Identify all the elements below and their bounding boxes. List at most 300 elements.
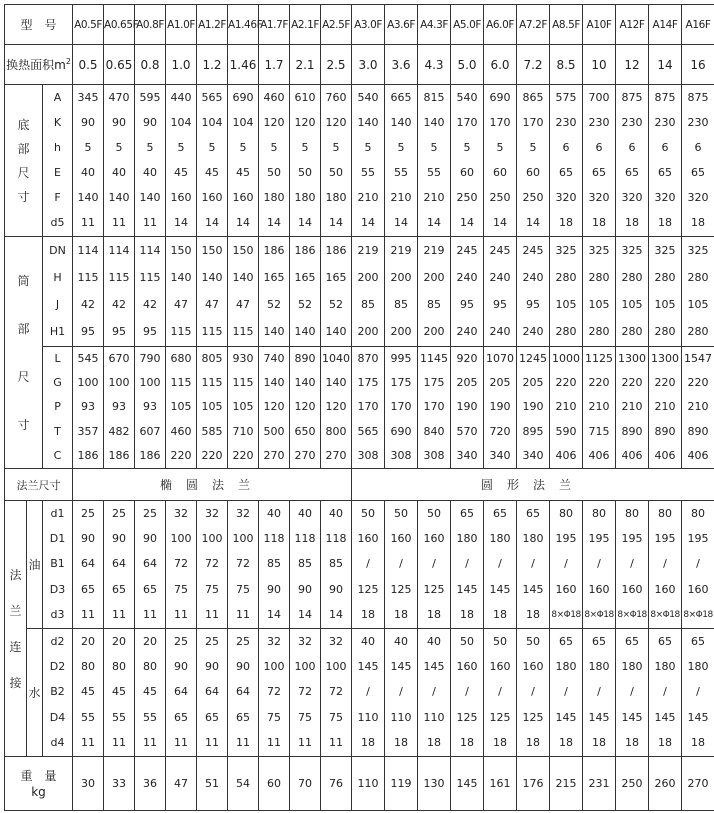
param-label: F — [54, 191, 61, 205]
value-cell: 840 — [423, 424, 445, 438]
value-column — [550, 237, 583, 347]
value-column — [352, 85, 385, 237]
model-cell: A0.65F — [104, 5, 135, 45]
value-cell: 14 — [394, 216, 409, 230]
value-cell: 14 — [298, 608, 313, 622]
value-cell: 890 — [621, 424, 643, 438]
area-cell: 1.0 — [166, 45, 197, 85]
value-cell: 195 — [654, 532, 676, 546]
value-cell: 32 — [298, 634, 313, 648]
value-cell: 125 — [522, 710, 544, 724]
value-cell: / — [597, 685, 601, 699]
value-column — [73, 85, 104, 237]
value-cell: 65 — [174, 710, 189, 724]
value-cell: 125 — [456, 710, 478, 724]
value-cell: 160 — [201, 191, 223, 205]
value-cell: 186 — [77, 448, 99, 462]
value-cell: 590 — [555, 424, 577, 438]
value-cell: 1245 — [519, 352, 548, 366]
value-cell: 105 — [555, 298, 577, 312]
value-cell: 115 — [201, 325, 223, 339]
value-cell: 165 — [325, 270, 347, 284]
value-column — [484, 237, 517, 347]
value-cell: 80 — [592, 506, 607, 520]
value-cell: 210 — [621, 400, 643, 414]
value-cell: 700 — [588, 90, 610, 104]
value-cell: 240 — [456, 325, 478, 339]
value-cell: 14 — [298, 216, 313, 230]
model-cell: A3.0F — [352, 5, 385, 45]
param-label: B1 — [50, 557, 65, 571]
value-cell: 160 — [621, 582, 643, 596]
model-cell: A0.8F — [135, 5, 166, 45]
model-cell: A16F — [682, 5, 714, 45]
value-cell: / — [366, 557, 370, 571]
value-column — [228, 347, 259, 469]
value-cell: 95 — [526, 298, 541, 312]
value-column — [616, 85, 649, 237]
value-cell: 160 — [456, 660, 478, 674]
value-column — [517, 629, 550, 757]
area-cell: 3.6 — [385, 45, 418, 85]
value-cell: 8×Φ18 — [551, 610, 581, 621]
value-cell: 1145 — [420, 352, 449, 366]
value-cell: 18 — [427, 736, 442, 750]
value-cell: 406 — [654, 448, 676, 462]
value-column — [682, 629, 714, 757]
value-cell: 160 — [170, 191, 192, 205]
value-cell: 11 — [236, 608, 251, 622]
value-cell: 5 — [397, 140, 405, 154]
value-cell: 14 — [267, 216, 282, 230]
value-cell: 115 — [201, 376, 223, 390]
value-cell: 325 — [555, 243, 577, 257]
param-label-column — [43, 629, 73, 757]
value-cell: 125 — [390, 582, 412, 596]
value-cell: 270 — [294, 448, 316, 462]
elliptic-flange-header: 椭圆法兰 — [73, 469, 352, 501]
value-cell: 220 — [654, 376, 676, 390]
value-column — [228, 85, 259, 237]
value-column — [682, 347, 714, 469]
value-cell: 280 — [621, 270, 643, 284]
value-cell: 5 — [332, 140, 340, 154]
value-cell: 125 — [489, 710, 511, 724]
value-cell: 190 — [456, 400, 478, 414]
value-cell: 105 — [621, 298, 643, 312]
value-column — [649, 629, 682, 757]
param-label-column — [43, 501, 73, 629]
value-cell: 32 — [267, 634, 282, 648]
value-cell: 5 — [270, 140, 278, 154]
param-label: d2 — [50, 634, 65, 648]
value-cell: 5 — [146, 140, 154, 154]
value-cell: 205 — [522, 376, 544, 390]
area-cell: 2.1 — [290, 45, 321, 85]
param-label: L — [54, 352, 61, 366]
value-cell: 100 — [232, 532, 254, 546]
value-cell: 145 — [456, 582, 478, 596]
value-cell: 114 — [139, 243, 161, 257]
value-cell: / — [663, 557, 667, 571]
value-column — [517, 237, 550, 347]
value-cell: / — [465, 557, 469, 571]
value-column — [418, 347, 451, 469]
value-cell: 65 — [460, 506, 475, 520]
value-column — [451, 347, 484, 469]
value-cell: 25 — [81, 506, 96, 520]
value-cell: 890 — [294, 352, 316, 366]
param-label: C — [53, 448, 62, 462]
value-cell: 64 — [143, 557, 158, 571]
value-cell: 14 — [329, 216, 344, 230]
value-cell: 65 — [559, 166, 574, 180]
value-cell: 195 — [621, 532, 643, 546]
value-cell: 65 — [236, 710, 251, 724]
value-cell: 55 — [394, 166, 409, 180]
value-cell: 32 — [329, 634, 344, 648]
value-cell: 100 — [77, 376, 99, 390]
value-cell: 95 — [460, 298, 475, 312]
area-cell: 8.5 — [550, 45, 583, 85]
value-cell: 670 — [108, 352, 130, 366]
value-cell: 85 — [267, 557, 282, 571]
value-cell: 219 — [357, 243, 379, 257]
value-column — [228, 501, 259, 629]
value-cell: 230 — [588, 115, 610, 129]
value-column — [451, 629, 484, 757]
value-cell: 32 — [205, 506, 220, 520]
value-cell: 190 — [522, 400, 544, 414]
value-cell: 45 — [174, 166, 189, 180]
area-cell: 3.0 — [352, 45, 385, 85]
value-cell: 240 — [489, 270, 511, 284]
value-column — [135, 237, 166, 347]
value-cell: 180 — [263, 191, 285, 205]
value-column — [418, 629, 451, 757]
value-cell: 64 — [81, 557, 96, 571]
value-cell: 270 — [263, 448, 285, 462]
value-cell: 406 — [687, 448, 709, 462]
value-cell: 325 — [654, 243, 676, 257]
weight-cell: 231 — [583, 757, 616, 811]
value-cell: 482 — [108, 424, 130, 438]
value-column — [451, 237, 484, 347]
value-cell: 65 — [559, 634, 574, 648]
weight-cell: 215 — [550, 757, 583, 811]
value-cell: 95 — [112, 325, 127, 339]
value-cell: 150 — [170, 243, 192, 257]
value-cell: 5 — [239, 140, 247, 154]
value-cell: 340 — [522, 448, 544, 462]
value-column — [616, 629, 649, 757]
value-cell: 145 — [489, 582, 511, 596]
value-cell: 60 — [493, 166, 508, 180]
value-cell: 180 — [522, 532, 544, 546]
weight-cell: 60 — [259, 757, 290, 811]
value-cell: 245 — [522, 243, 544, 257]
value-cell: 240 — [522, 270, 544, 284]
value-column — [352, 237, 385, 347]
round-flange-header: 圆形法兰 — [352, 469, 714, 501]
value-cell: 186 — [108, 448, 130, 462]
param-label: d3 — [50, 608, 65, 622]
value-cell: 40 — [298, 506, 313, 520]
value-cell: 140 — [294, 376, 316, 390]
model-cell: A1.0F — [166, 5, 197, 45]
value-cell: 790 — [139, 352, 161, 366]
value-column — [166, 629, 197, 757]
value-cell: 75 — [205, 582, 220, 596]
value-cell: 115 — [232, 376, 254, 390]
value-cell: 14 — [329, 608, 344, 622]
value-cell: 42 — [143, 298, 158, 312]
value-cell: 85 — [329, 557, 344, 571]
value-cell: 65 — [625, 634, 640, 648]
value-cell: 45 — [112, 685, 127, 699]
value-column — [197, 237, 228, 347]
value-cell: 565 — [201, 90, 223, 104]
weight-cell: 250 — [616, 757, 649, 811]
value-cell: 280 — [555, 270, 577, 284]
value-cell: 280 — [588, 325, 610, 339]
shell-size-label: 筒 部 尺 寸 — [5, 237, 43, 469]
value-cell: 145 — [588, 710, 610, 724]
value-cell: 5 — [463, 140, 471, 154]
value-column — [321, 85, 352, 237]
value-cell: 320 — [588, 191, 610, 205]
value-column — [290, 629, 321, 757]
value-column — [418, 501, 451, 629]
value-cell: 55 — [81, 710, 96, 724]
value-cell: 195 — [555, 532, 577, 546]
value-cell: 11 — [174, 736, 189, 750]
value-cell: 160 — [489, 660, 511, 674]
value-cell: 18 — [658, 736, 673, 750]
value-cell: / — [597, 557, 601, 571]
value-cell: / — [498, 685, 502, 699]
value-cell: 18 — [394, 736, 409, 750]
value-cell: 220 — [201, 448, 223, 462]
value-cell: 115 — [232, 325, 254, 339]
value-column — [649, 347, 682, 469]
value-cell: 140 — [77, 191, 99, 205]
value-cell: 760 — [325, 90, 347, 104]
value-cell: 5 — [364, 140, 372, 154]
value-column — [385, 237, 418, 347]
value-cell: 100 — [139, 376, 161, 390]
value-cell: 895 — [522, 424, 544, 438]
value-cell: 18 — [493, 608, 508, 622]
value-cell: 18 — [394, 608, 409, 622]
value-cell: 800 — [325, 424, 347, 438]
value-cell: / — [696, 557, 700, 571]
value-cell: 60 — [460, 166, 475, 180]
value-cell: 25 — [205, 634, 220, 648]
area-header: 换热面积$m^2$ — [5, 45, 73, 85]
value-cell: 115 — [170, 376, 192, 390]
value-cell: / — [399, 557, 403, 571]
param-label: H1 — [49, 325, 66, 339]
value-cell: 210 — [654, 400, 676, 414]
value-cell: 45 — [81, 685, 96, 699]
weight-cell: 33 — [104, 757, 135, 811]
value-cell: 180 — [687, 660, 709, 674]
value-cell: 720 — [489, 424, 511, 438]
value-column — [259, 347, 290, 469]
param-label: K — [53, 115, 62, 129]
value-cell: 140 — [263, 376, 285, 390]
value-cell: 220 — [687, 376, 709, 390]
value-cell: 320 — [621, 191, 643, 205]
value-cell: 47 — [205, 298, 220, 312]
value-cell: 280 — [654, 325, 676, 339]
value-cell: 72 — [236, 557, 251, 571]
value-cell: / — [531, 685, 535, 699]
value-cell: 90 — [81, 115, 96, 129]
value-column — [385, 629, 418, 757]
value-cell: 18 — [625, 736, 640, 750]
value-cell: 14 — [361, 216, 376, 230]
value-cell: 6 — [562, 140, 570, 154]
value-cell: 230 — [555, 115, 577, 129]
value-cell: 80 — [112, 660, 127, 674]
value-cell: 93 — [143, 400, 158, 414]
value-cell: 140 — [390, 115, 412, 129]
value-cell: 200 — [357, 325, 379, 339]
value-column — [484, 501, 517, 629]
value-cell: 320 — [654, 191, 676, 205]
value-cell: 75 — [329, 710, 344, 724]
value-column — [583, 347, 616, 469]
value-cell: 175 — [423, 376, 445, 390]
value-column — [290, 85, 321, 237]
value-cell: 195 — [588, 532, 610, 546]
weight-cell: 36 — [135, 757, 166, 811]
value-cell: 65 — [493, 506, 508, 520]
value-cell: 52 — [329, 298, 344, 312]
value-cell: 85 — [394, 298, 409, 312]
value-cell: 50 — [427, 506, 442, 520]
value-cell: / — [399, 685, 403, 699]
value-column — [418, 237, 451, 347]
bottom-size-label: 底 部 尺 寸 — [5, 85, 43, 237]
value-column — [550, 347, 583, 469]
weight-cell: 260 — [649, 757, 682, 811]
area-cell: 4.3 — [418, 45, 451, 85]
value-cell: 14 — [460, 216, 475, 230]
value-cell: 865 — [522, 90, 544, 104]
value-cell: 93 — [112, 400, 127, 414]
value-cell: 357 — [77, 424, 99, 438]
value-cell: 665 — [390, 90, 412, 104]
value-cell: / — [531, 557, 535, 571]
value-cell: 18 — [691, 736, 706, 750]
value-cell: 50 — [329, 166, 344, 180]
value-cell: 80 — [691, 506, 706, 520]
value-cell: 65 — [691, 166, 706, 180]
value-cell: 5 — [115, 140, 123, 154]
param-label: d1 — [50, 506, 65, 520]
value-cell: 115 — [108, 270, 130, 284]
value-cell: 11 — [236, 736, 251, 750]
value-cell: 5 — [84, 140, 92, 154]
value-cell: 47 — [174, 298, 189, 312]
value-column — [418, 85, 451, 237]
value-column — [583, 85, 616, 237]
value-cell: 14 — [427, 216, 442, 230]
value-cell: 1300 — [618, 352, 647, 366]
value-cell: 65 — [205, 710, 220, 724]
value-column — [682, 501, 714, 629]
value-cell: 11 — [329, 736, 344, 750]
model-cell: A6.0F — [484, 5, 517, 45]
model-cell: A1.2F — [197, 5, 228, 45]
value-cell: 95 — [143, 325, 158, 339]
value-cell: 11 — [143, 736, 158, 750]
value-cell: 120 — [294, 115, 316, 129]
value-cell: 18 — [427, 608, 442, 622]
value-cell: 72 — [174, 557, 189, 571]
value-cell: 14 — [267, 608, 282, 622]
value-cell: 575 — [555, 90, 577, 104]
value-cell: 340 — [489, 448, 511, 462]
value-cell: 11 — [298, 736, 313, 750]
value-cell: 160 — [232, 191, 254, 205]
value-cell: 100 — [325, 660, 347, 674]
value-cell: 210 — [357, 191, 379, 205]
value-cell: 245 — [489, 243, 511, 257]
value-cell: 250 — [489, 191, 511, 205]
value-column — [290, 347, 321, 469]
value-column — [73, 501, 104, 629]
value-cell: / — [432, 685, 436, 699]
value-cell: 32 — [236, 506, 251, 520]
value-cell: 1300 — [651, 352, 680, 366]
value-column — [321, 629, 352, 757]
model-cell: A8.5F — [550, 5, 583, 45]
param-label-column — [43, 237, 73, 347]
value-cell: 64 — [236, 685, 251, 699]
value-cell: 50 — [394, 506, 409, 520]
value-cell: 150 — [201, 243, 223, 257]
value-cell: 200 — [357, 270, 379, 284]
value-cell: 90 — [112, 115, 127, 129]
value-cell: 40 — [329, 506, 344, 520]
value-cell: 90 — [174, 660, 189, 674]
value-cell: 340 — [456, 448, 478, 462]
value-cell: 160 — [687, 582, 709, 596]
value-cell: 140 — [357, 115, 379, 129]
model-cell: A0.5F — [73, 5, 104, 45]
value-cell: 1070 — [486, 352, 515, 366]
value-cell: 90 — [267, 582, 282, 596]
area-cell: 2.5 — [321, 45, 352, 85]
value-cell: 200 — [423, 270, 445, 284]
value-column — [352, 501, 385, 629]
value-cell: 585 — [201, 424, 223, 438]
param-label: J — [55, 298, 60, 312]
value-cell: 320 — [555, 191, 577, 205]
value-column — [197, 629, 228, 757]
value-cell: 250 — [522, 191, 544, 205]
param-label: d4 — [50, 736, 65, 750]
value-column — [135, 347, 166, 469]
weight-cell: 70 — [290, 757, 321, 811]
weight-cell: 119 — [385, 757, 418, 811]
value-cell: 240 — [522, 325, 544, 339]
value-column — [259, 85, 290, 237]
